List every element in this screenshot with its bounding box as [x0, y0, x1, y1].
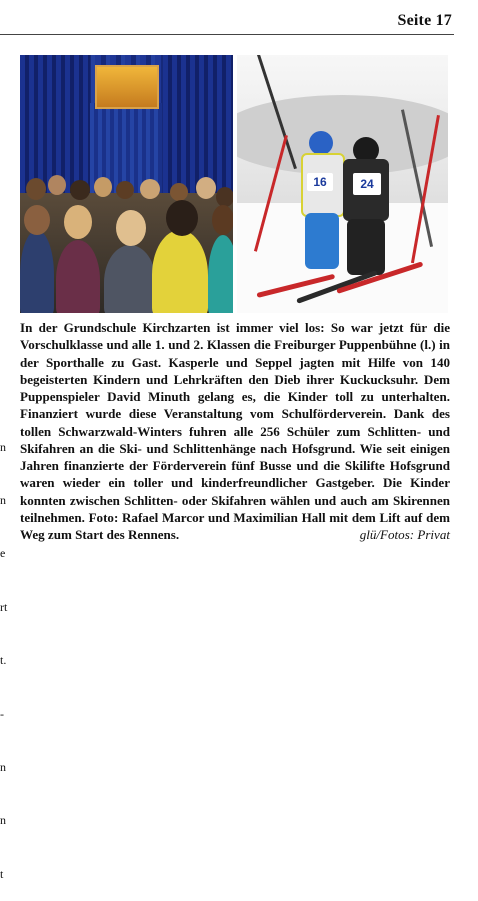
- puppet-theatre-photo: [20, 55, 233, 313]
- adjacent-column-fragments: n n e rt t. - n n t: [0, 439, 8, 881]
- photo-credit: glü/Fotos: Privat: [359, 527, 450, 542]
- puppet-stage-window: [95, 65, 159, 109]
- race-bib-right: 24: [353, 173, 381, 195]
- header-rule: [0, 34, 454, 35]
- snow-ground: [237, 203, 448, 313]
- race-bib-left: 16: [307, 173, 333, 191]
- caption-text: In der Grundschule Kirchzarten ist immer viel los: So war jetzt für die Vorschulklasse und alle 1. und 2. Klassen die Freiburger Puppenbühne (l.) in der Sporthalle zu Gast. Kasperle und Seppel jagten mit Hilfe von 140 begeisterten Kindern und Lehrkräften den Dieb ihrer Kuckucksuhr. Dem Puppenspieler David Minuth gelang es, die Kinder toll zu unterhalten. Finanziert wurde diese Veranstaltung vom Schulförderverein. Dank des tollen Schwarzwald-Winters fuhren alle 256 Schüler zum Schlitten- und Skifahren an die Ski- und Schlittenhänge nach Hofsgrund. Wie seit einigen Jahren finanzierte der Förderverein fünf Busse und die Skilifte Hofsgrund waren wieder ein toller und kinderfreundlicher Gastgeber. Die Kinder konnten zwischen Schlitten- oder Skifahren wählen und auch am Skirennen teilnehmen. Foto: Rafael Marcor und Maximilian Hall mit dem Lift auf dem Weg zum Start des Rennens.: [20, 320, 450, 542]
- page-number: Seite 17: [397, 12, 452, 29]
- photo-caption: [20, 319, 450, 543]
- skiing-kids-photo: [237, 55, 448, 313]
